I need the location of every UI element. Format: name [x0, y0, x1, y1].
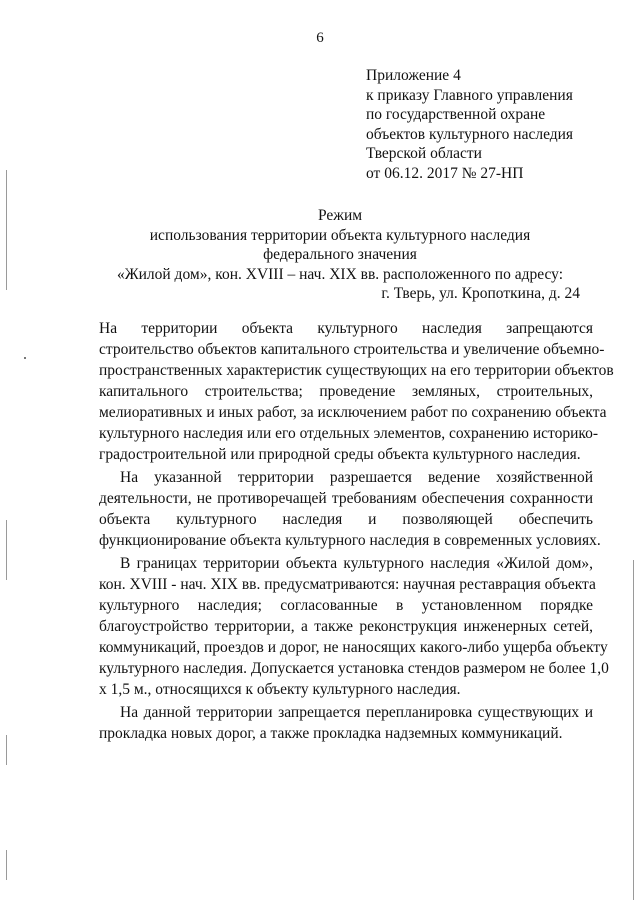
scan-edge-mark — [6, 850, 7, 880]
appendix-line: Тверской области — [366, 145, 482, 162]
title-line: использования территории объекта культурного наследия — [149, 226, 531, 244]
paragraph-line: На территории объекта культурного наследия запрещаются — [99, 320, 593, 337]
scan-edge-mark — [6, 520, 7, 580]
appendix-line: по государственной охране — [366, 106, 546, 123]
paragraph-line: На указанной территории разрешается ведение хозяйственной — [120, 469, 593, 486]
paragraph-line: градостроительной или природной среды объекта культурного наследия. — [99, 446, 581, 463]
paragraph-line: строительство объектов капитального строительства и увеличение объемно- — [99, 341, 605, 358]
scan-edge-mark — [6, 735, 7, 765]
paragraph-line: х 1,5 м., относящихся к объекту культурного наследия. — [99, 681, 461, 698]
paragraph — [99, 702, 593, 744]
title-line: «Жилой дом», кон. XVIII – нач. XIX вв. расположенного по адресу: — [116, 265, 564, 283]
paragraph — [99, 318, 614, 465]
document-body — [99, 318, 614, 744]
scan-edge-mark — [633, 560, 634, 900]
title-line: г. Тверь, ул. Кропоткина, д. 24 — [381, 285, 580, 302]
scan-edge-mark — [6, 170, 7, 290]
paragraph-line: кон. XVIII - нач. XIX вв. предусматриваются: научная реставрация объекта — [99, 576, 596, 593]
paragraph — [99, 467, 601, 551]
scan-dot-mark — [24, 357, 26, 359]
page-number: 6 — [316, 30, 324, 46]
paragraph-line: прокладка новых дорог, а также прокладка надземных коммуникаций. — [99, 725, 563, 742]
title-line: Режим — [317, 207, 363, 224]
paragraph-line: объекта культурного наследия и позволяющей обеспечить — [99, 511, 593, 528]
paragraph-line: капитального строительства; проведение земляных, строительных, — [99, 383, 593, 400]
paragraph-line: В границах территории объекта культурного наследия «Жилой дом», — [120, 555, 593, 572]
paragraph-line: культурного наследия; согласованные в установленном порядке — [99, 597, 593, 614]
paragraph-line: пространственных характеристик существующих на его территории объектов — [99, 362, 614, 379]
paragraph-line: коммуникаций, проездов и дорог, не наносящих какого-либо ущерба объекту — [99, 639, 608, 656]
appendix-line: объектов культурного наследия — [366, 125, 574, 143]
paragraph — [99, 553, 609, 700]
appendix-line: к приказу Главного управления — [366, 86, 573, 104]
paragraph-line: культурного наследия или его отдельных элементов, сохранению историко- — [99, 425, 599, 442]
appendix-header — [366, 66, 626, 183]
paragraph-line: благоустройство территории, а также реконструкция инженерных сетей, — [99, 618, 593, 635]
paragraph-line: культурного наследия. Допускается установка стендов размером не более 1,0 — [99, 660, 609, 677]
paragraph-line: деятельности, не противоречащей требованиям обеспечения сохранности — [99, 490, 593, 507]
appendix-line: Приложение 4 — [366, 67, 461, 84]
paragraph-line: мелиоративных и иных работ, за исключением работ по сохранению объекта — [99, 404, 607, 421]
title-line: федерального значения — [263, 246, 417, 263]
paragraph-line: функционирование объекта культурного наследия в современных условиях. — [99, 532, 601, 549]
appendix-line: от 06.12. 2017 № 27-НП — [366, 164, 524, 182]
document-title — [90, 206, 590, 304]
paragraph-line: На данной территории запрещается перепланировка существующих и — [120, 704, 593, 721]
